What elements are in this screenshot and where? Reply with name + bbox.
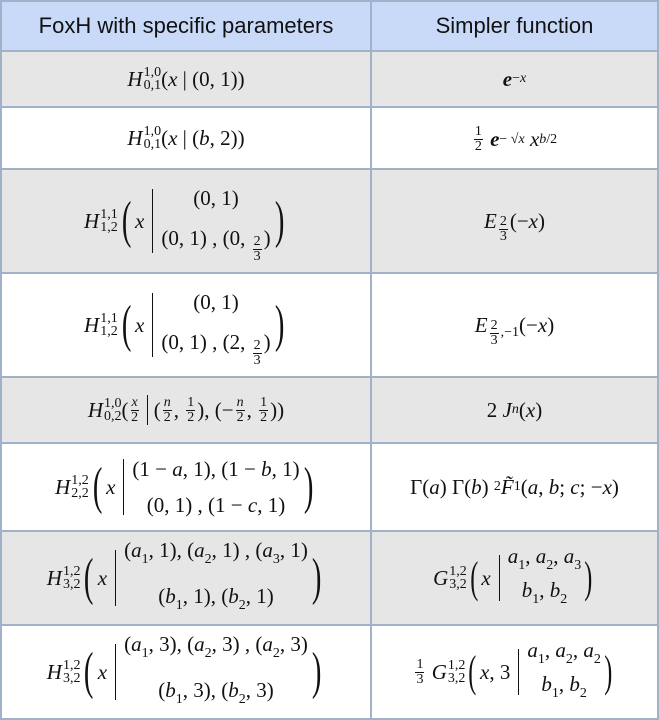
formula: G 1,2 3,2 ( x $a_1$, $a_2$, $a_3$ $b_1$, $b_2$ ) [433,544,593,607]
foxh-cell [1,377,371,443]
table-row [1,443,658,531]
formula: $\frac{1}{3}$ G 1,2 3,2 ( x , 3 $a_1$, $a_2$, $a_2$ $b_1$, $b_2$ ) [416,638,613,701]
formula: H 1,2 3,2 ( x ($a_1$, 3), ($a_2$, 3) , ($a_2$, 3) ($b_1$, 3), ($b_2$, 3) ) [46,632,322,707]
formula: E $\frac{2}{3}$ (− x ) [484,208,545,244]
formula: $\frac{1}{2}$ e − √x x b/2 [474,124,558,154]
simpler-cell [371,377,658,443]
formula: E $\frac{2}{3}$ ,−1 (− x ) [474,312,555,348]
foxh-cell [1,531,371,625]
formula: 2 J n ( x ) [486,397,543,422]
header-simpler: Simpler function [371,1,658,51]
table-row [1,273,658,377]
foxh-cell [1,273,371,377]
formula: H 1,0 0,1 ( x | ( b , 2)) [127,124,245,152]
formula: H 1,0 0,2 ( $\frac{x}{2}$ ( $\frac{n}{2}$ , $\frac{1}{2}$ ), (− $\frac{n}{2}$ , $\frac{1}{2}$ )) [87,394,285,425]
foxh-cell [1,169,371,273]
header-foxh: FoxH with specific parameters [1,1,371,51]
simpler-cell [371,169,658,273]
simpler-cell [371,443,658,531]
table-row [1,377,658,443]
foxh-cell [1,625,371,719]
table-row [1,169,658,273]
formula: H 1,1 1,2 ( x (0, 1) (0, 1) , (2, $\frac{2}{3}$ ) ) [84,290,285,368]
simpler-cell [371,625,658,719]
formula: H 1,2 3,2 ( x ($a_1$, 1), ($a_2$, 1) , ($a_3$, 1) ($b_1$, 1), ($b_2$, 1) ) [46,538,322,613]
table-row [1,51,658,107]
formula: e −x [502,66,527,91]
simpler-cell [371,273,658,377]
formula: H 1,2 2,2 ( x (1 − a, 1), (1 − b, 1) (0, 1) , (1 − c, 1) ) [55,457,314,517]
formula: H 1,1 1,2 ( x (0, 1) (0, 1) , (0, $\frac{2}{3}$ ) ) [84,186,285,264]
header-row [1,1,658,51]
formula: Γ( a ) Γ( b ) 2 F̃ 1 ( a , b ; c ; − x ) [410,474,619,499]
simpler-cell [371,51,658,107]
simpler-cell [371,531,658,625]
foxh-cell [1,443,371,531]
table-row [1,531,658,625]
foxh-cell [1,107,371,169]
formula: H 1,0 0,1 ( x | (0, 1)) [127,65,245,93]
table-row [1,625,658,719]
simpler-cell [371,107,658,169]
foxh-cell [1,51,371,107]
table-row [1,107,658,169]
